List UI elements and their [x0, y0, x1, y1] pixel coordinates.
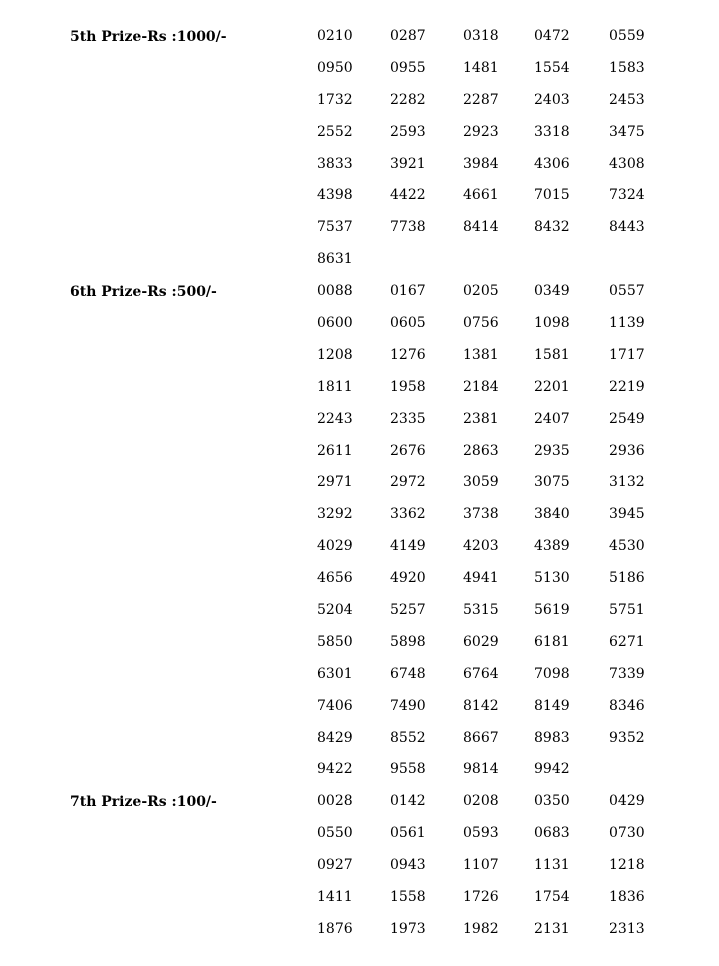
winning-number: 0605 [390, 315, 426, 332]
winning-number: 0943 [390, 857, 426, 874]
winning-number: 0730 [609, 825, 645, 842]
winning-number: 1139 [609, 315, 645, 332]
winning-number: 2552 [317, 123, 353, 140]
winning-number: 4422 [390, 187, 426, 204]
winning-number: 7537 [317, 219, 353, 236]
winning-number: 5204 [317, 602, 353, 619]
winning-number: 2287 [463, 91, 499, 108]
winning-number: 0927 [317, 857, 353, 874]
winning-number: 2313 [609, 920, 645, 937]
prize-section [0, 21, 719, 276]
prize-results [0, 21, 719, 946]
winning-number: 1876 [317, 920, 353, 937]
winning-number: 8667 [463, 729, 499, 746]
winning-number: 1982 [463, 920, 499, 937]
winning-number: 1811 [317, 378, 353, 395]
winning-number: 1107 [463, 857, 499, 874]
winning-number: 1481 [463, 59, 499, 76]
winning-number: 8432 [534, 219, 570, 236]
winning-number: 1958 [390, 378, 426, 395]
winning-number: 5751 [609, 602, 645, 619]
winning-number: 2611 [317, 442, 353, 459]
winning-number: 7738 [390, 219, 426, 236]
winning-number: 8414 [463, 219, 499, 236]
winning-number: 4530 [609, 538, 645, 555]
winning-number: 0208 [463, 793, 499, 810]
winning-number: 1558 [390, 889, 426, 906]
winning-number: 3984 [463, 155, 499, 172]
winning-number: 0683 [534, 825, 570, 842]
winning-number: 6748 [390, 665, 426, 682]
winning-number: 2282 [390, 91, 426, 108]
winning-number: 1208 [317, 346, 353, 363]
winning-number: 5315 [463, 602, 499, 619]
winning-number: 2403 [534, 91, 570, 108]
winning-number: 2381 [463, 410, 499, 427]
winning-number: 1836 [609, 889, 645, 906]
winning-number: 0561 [390, 825, 426, 842]
winning-number: 2335 [390, 410, 426, 427]
winning-number: 0955 [390, 59, 426, 76]
winning-number: 1732 [317, 91, 353, 108]
winning-number: 2201 [534, 378, 570, 395]
winning-number: 0756 [463, 315, 499, 332]
winning-number: 0142 [390, 793, 426, 810]
winning-number: 4306 [534, 155, 570, 172]
winning-number: 3059 [463, 474, 499, 491]
winning-number: 7098 [534, 665, 570, 682]
winning-number: 2131 [534, 920, 570, 937]
winning-number: 4398 [317, 187, 353, 204]
winning-number: 4308 [609, 155, 645, 172]
winning-number: 3738 [463, 506, 499, 523]
winning-number: 1726 [463, 889, 499, 906]
winning-number: 8346 [609, 697, 645, 714]
winning-number: 1583 [609, 59, 645, 76]
winning-number: 5850 [317, 633, 353, 650]
prize-label: 5th Prize-Rs :1000/- [70, 29, 227, 45]
winning-number: 1717 [609, 346, 645, 363]
winning-number: 8552 [390, 729, 426, 746]
winning-number: 5898 [390, 633, 426, 650]
winning-number: 1276 [390, 346, 426, 363]
winning-number: 4389 [534, 538, 570, 555]
winning-number: 2936 [609, 442, 645, 459]
winning-number: 5257 [390, 602, 426, 619]
winning-number: 8631 [317, 251, 353, 268]
winning-number: 0350 [534, 793, 570, 810]
winning-number: 7015 [534, 187, 570, 204]
winning-number: 3475 [609, 123, 645, 140]
winning-number: 1554 [534, 59, 570, 76]
winning-number: 4941 [463, 570, 499, 587]
winning-number: 3132 [609, 474, 645, 491]
winning-number: 0472 [534, 28, 570, 44]
winning-number: 3292 [317, 506, 353, 523]
winning-number: 4661 [463, 187, 499, 204]
winning-number: 2593 [390, 123, 426, 140]
winning-number: 0088 [317, 283, 353, 300]
winning-number: 3921 [390, 155, 426, 172]
winning-number: 1131 [534, 857, 570, 874]
winning-number: 6301 [317, 665, 353, 682]
winning-number: 4149 [390, 538, 426, 555]
winning-number: 2676 [390, 442, 426, 459]
winning-number: 9352 [609, 729, 645, 746]
winning-number: 2407 [534, 410, 570, 427]
winning-number: 8443 [609, 219, 645, 236]
winning-number: 3362 [390, 506, 426, 523]
winning-number: 1381 [463, 346, 499, 363]
winning-number: 1218 [609, 857, 645, 874]
winning-number: 8142 [463, 697, 499, 714]
winning-number: 2243 [317, 410, 353, 427]
winning-number: 0950 [317, 59, 353, 76]
winning-number: 6764 [463, 665, 499, 682]
winning-numbers-grid [317, 786, 719, 945]
winning-number: 2549 [609, 410, 645, 427]
winning-number: 1754 [534, 889, 570, 906]
winning-number: 1973 [390, 920, 426, 937]
winning-number: 3945 [609, 506, 645, 523]
winning-number: 5619 [534, 602, 570, 619]
winning-number: 9558 [390, 761, 426, 778]
winning-number: 8983 [534, 729, 570, 746]
winning-number: 4920 [390, 570, 426, 587]
winning-number: 0167 [390, 283, 426, 300]
winning-number: 4029 [317, 538, 353, 555]
winning-number: 0593 [463, 825, 499, 842]
winning-number: 7490 [390, 697, 426, 714]
winning-number: 0550 [317, 825, 353, 842]
winning-number: 0557 [609, 283, 645, 300]
winning-number: 1581 [534, 346, 570, 363]
prize-label: 6th Prize-Rs :500/- [70, 284, 217, 301]
winning-number: 0318 [463, 28, 499, 44]
winning-number: 0210 [317, 28, 353, 44]
winning-number: 7406 [317, 697, 353, 714]
winning-number: 3840 [534, 506, 570, 523]
winning-number: 3318 [534, 123, 570, 140]
winning-number: 1411 [317, 889, 353, 906]
prize-section [0, 276, 719, 786]
winning-number: 0559 [609, 28, 645, 44]
winning-number: 2184 [463, 378, 499, 395]
winning-number: 3833 [317, 155, 353, 172]
winning-number: 0028 [317, 793, 353, 810]
prize-section [0, 786, 719, 945]
winning-number: 6029 [463, 633, 499, 650]
winning-number: 8429 [317, 729, 353, 746]
winning-number: 2863 [463, 442, 499, 459]
winning-number: 6271 [609, 633, 645, 650]
winning-number: 9814 [463, 761, 499, 778]
winning-numbers-grid [317, 21, 719, 276]
winning-number: 0429 [609, 793, 645, 810]
winning-number: 5186 [609, 570, 645, 587]
winning-number: 2923 [463, 123, 499, 140]
winning-number: 2935 [534, 442, 570, 459]
winning-number: 2453 [609, 91, 645, 108]
winning-number: 0600 [317, 315, 353, 332]
winning-number: 2972 [390, 474, 426, 491]
winning-number: 0349 [534, 283, 570, 300]
winning-number: 4203 [463, 538, 499, 555]
prize-label: 7th Prize-Rs :100/- [70, 794, 217, 811]
winning-number: 3075 [534, 474, 570, 491]
winning-number: 6181 [534, 633, 570, 650]
winning-number: 5130 [534, 570, 570, 587]
winning-number: 0287 [390, 28, 426, 44]
winning-numbers-grid [317, 276, 719, 786]
winning-number: 2971 [317, 474, 353, 491]
winning-number: 7339 [609, 665, 645, 682]
winning-number: 2219 [609, 378, 645, 395]
winning-number: 7324 [609, 187, 645, 204]
winning-number: 8149 [534, 697, 570, 714]
winning-number: 4656 [317, 570, 353, 587]
winning-number: 9942 [534, 761, 570, 778]
winning-number: 0205 [463, 283, 499, 300]
winning-number: 9422 [317, 761, 353, 778]
winning-number: 1098 [534, 315, 570, 332]
